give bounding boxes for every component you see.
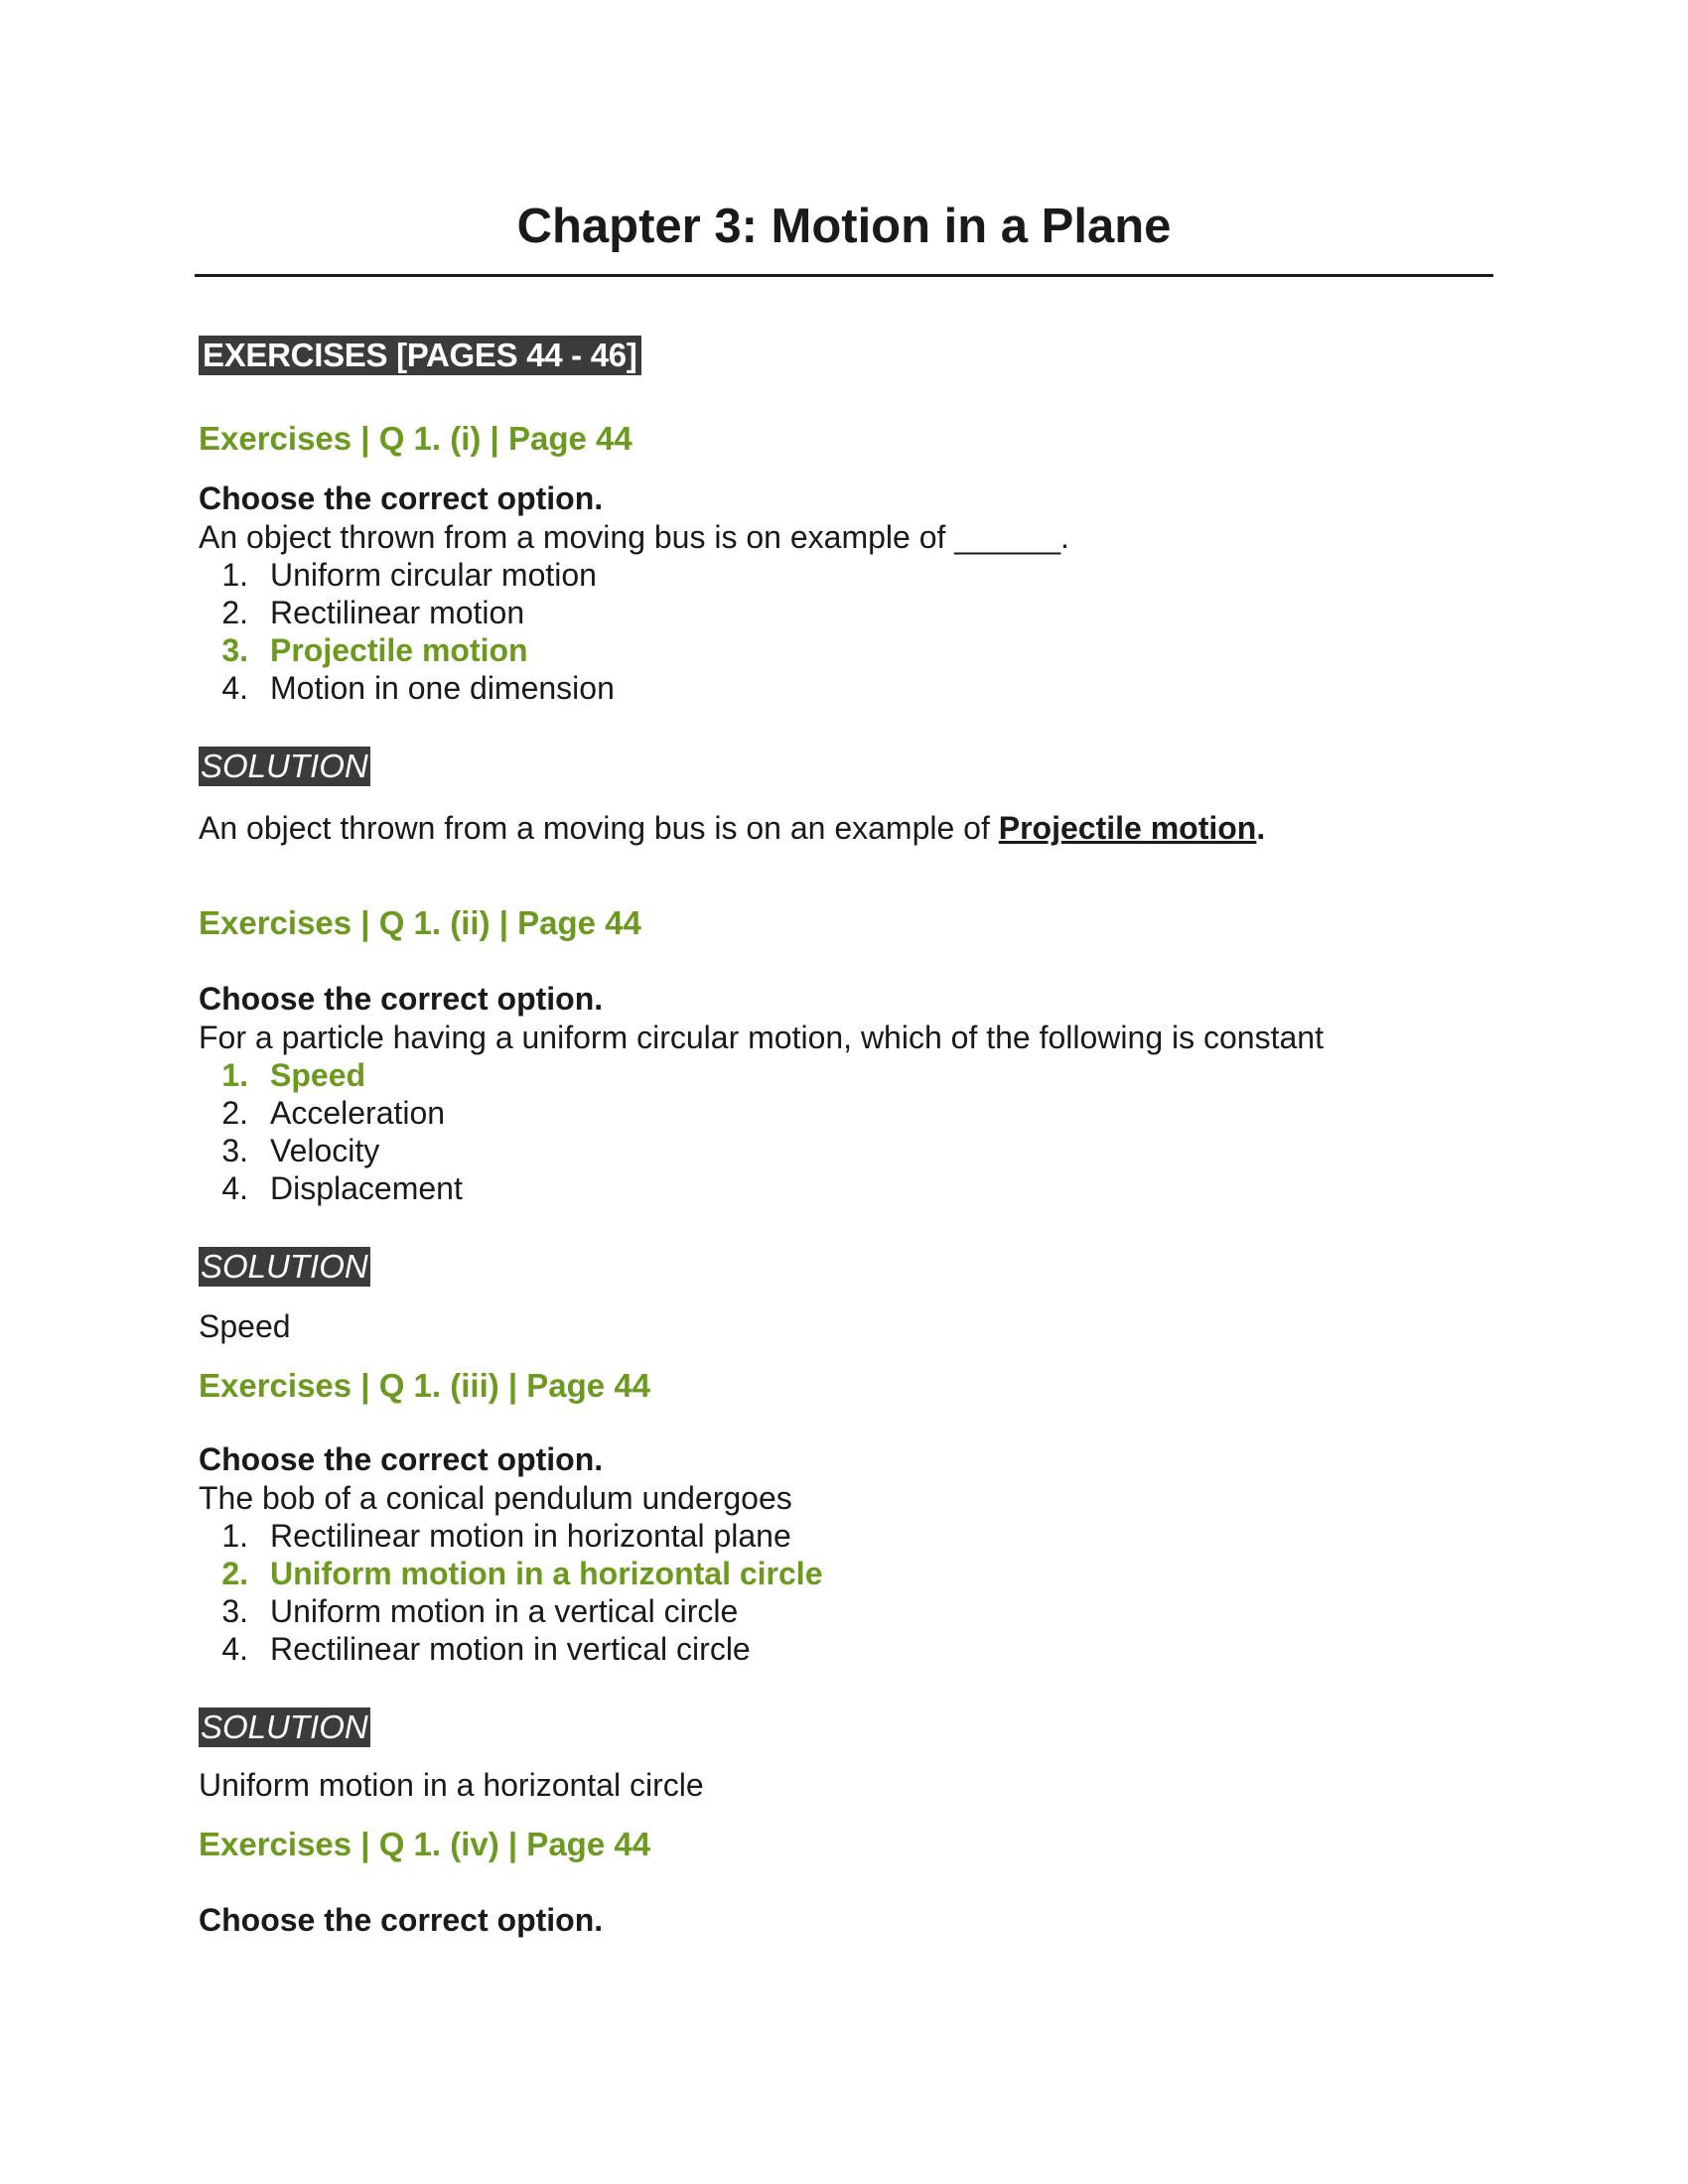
question-prompt: Choose the correct option. [199,981,604,1017]
solution-text: An object thrown from a moving bus is on an example of Projectile motion. [199,810,1266,846]
option-list [199,1056,1489,1207]
option-item: 3. Velocity [221,1133,380,1168]
section-label: EXERCISES [PAGES 44 - 46] [199,336,641,375]
question-prompt: Choose the correct option. [199,1902,604,1938]
solution-text: Uniform motion in a horizontal circle [199,1767,704,1803]
option-item-correct: 1. Speed [221,1057,366,1093]
exercise-heading: Exercises | Q 1. (ii) | Page 44 [199,904,641,941]
option-item: 4. Rectilinear motion in vertical circle [221,1631,751,1667]
option-item: 4. Displacement [221,1170,463,1206]
option-list [199,556,1489,707]
question-text: For a particle having a uniform circular motion, which of the following is constant [199,1020,1324,1055]
option-item: 2. Acceleration [221,1095,446,1131]
option-item-correct: 3. Projectile motion [221,632,528,668]
solution-answer: Projectile motion [998,810,1257,846]
solution-label: SOLUTION [201,748,368,784]
question-prompt: Choose the correct option. [199,480,604,516]
solution-label: SOLUTION [201,1248,368,1285]
option-item: 2. Rectilinear motion [221,595,525,630]
option-item: 1. Rectilinear motion in horizontal plane [221,1518,791,1554]
page-title: Chapter 3: Motion in a Plane [516,200,1172,253]
solution-label-row [199,1707,1489,1747]
title-divider [195,274,1493,277]
document-content [199,336,1489,1940]
option-item: 1. Uniform circular motion [221,557,597,593]
question-text: An object thrown from a moving bus is on example of ______. [199,519,1069,555]
exercise-heading: Exercises | Q 1. (iv) | Page 44 [199,1826,651,1862]
exercise-heading: Exercises | Q 1. (i) | Page 44 [199,420,633,457]
option-list [199,1517,1489,1668]
solution-label-row [199,747,1489,786]
solution-text: Speed [199,1308,291,1344]
section-label-row [199,336,1489,375]
option-item: 3. Uniform motion in a vertical circle [221,1593,739,1629]
question-text: The bob of a conical pendulum undergoes [199,1480,792,1516]
exercise-heading: Exercises | Q 1. (iii) | Page 44 [199,1367,651,1404]
question-prompt: Choose the correct option. [199,1441,604,1477]
option-item: 4. Motion in one dimension [221,670,615,706]
solution-label: SOLUTION [201,1708,368,1745]
solution-label-row [199,1247,1489,1287]
option-item-correct: 2. Uniform motion in a horizontal circle [221,1556,823,1591]
